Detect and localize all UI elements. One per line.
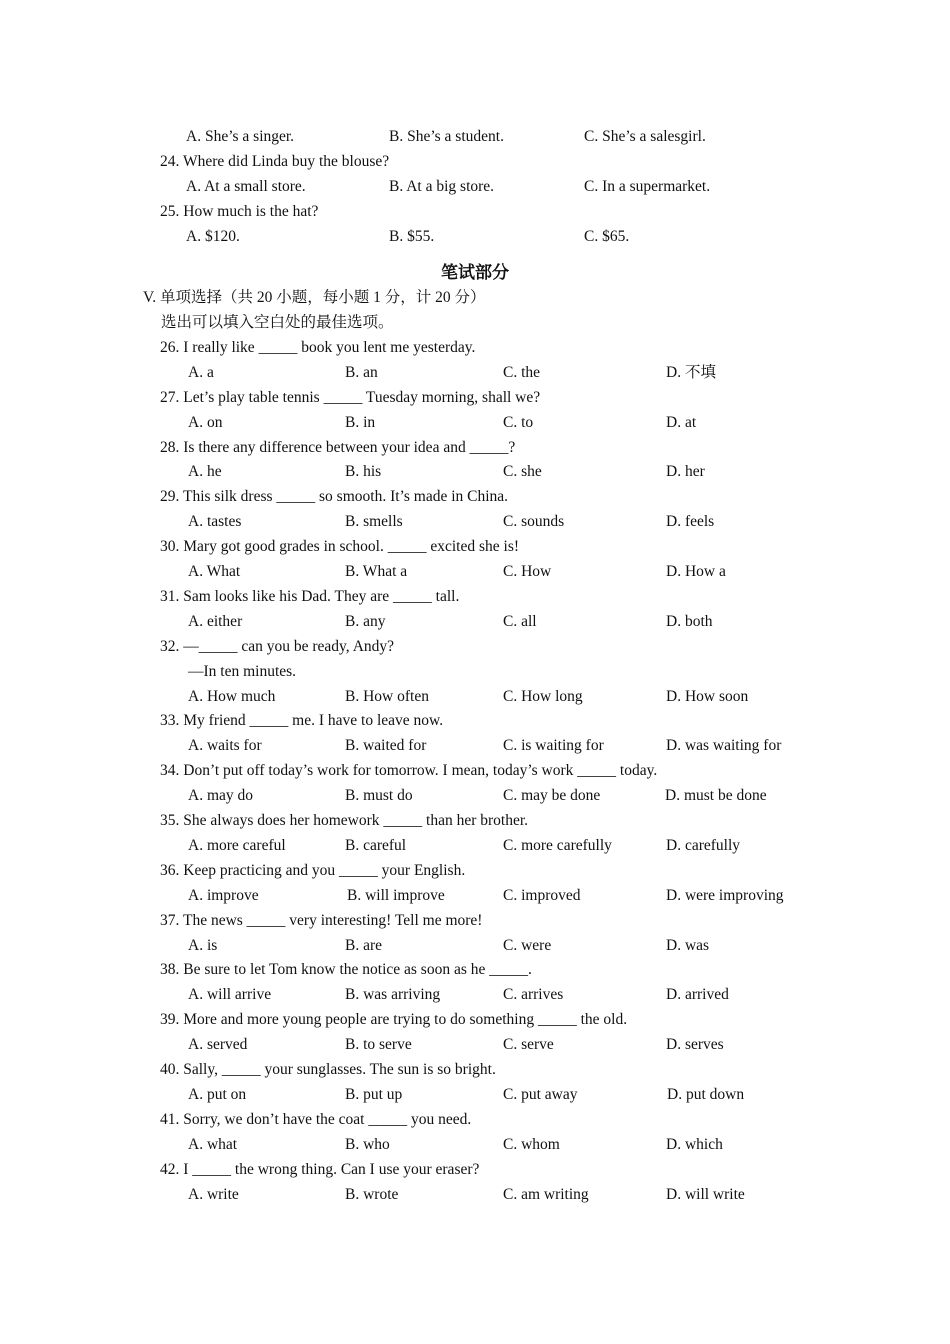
question-31-option-b: B. any <box>345 613 386 630</box>
question-40-option-c: C. put away <box>503 1086 578 1103</box>
q24-option-a: A. At a small store. <box>186 178 306 195</box>
question-39-option-c: C. serve <box>503 1036 554 1053</box>
q24-option-c: C. In a supermarket. <box>584 178 711 195</box>
question-32-option-d: D. How soon <box>666 688 749 705</box>
question-32-option-a: A. How much <box>188 688 276 705</box>
question-38-option-d: D. arrived <box>666 986 729 1003</box>
question-37-stem: 37. The news _____ very interesting! Tell me more! <box>160 912 483 929</box>
question-36-option-c: C. improved <box>503 887 581 904</box>
question-32-answer-line: —In ten minutes. <box>188 663 297 680</box>
question-35-option-c: C. more carefully <box>503 837 612 854</box>
question-34-option-a: A. may do <box>188 787 254 804</box>
question-28-option-b: B. his <box>345 463 382 480</box>
question-38-option-c: C. arrives <box>503 986 564 1003</box>
question-34-stem: 34. Don’t put off today’s work for tomorrow. I mean, today’s work _____ today. <box>160 762 658 779</box>
question-41-option-b: B. who <box>345 1136 390 1153</box>
question-28-option-d: D. her <box>666 463 705 480</box>
question-35-stem: 35. She always does her homework _____ than her brother. <box>160 812 529 829</box>
question-28-option-c: C. she <box>503 463 542 480</box>
question-26-stem: 26. I really like _____ book you lent me yesterday. <box>160 339 476 356</box>
q25-option-c: C. $65. <box>584 228 630 245</box>
question-42-option-d: D. will write <box>666 1186 745 1203</box>
question-34-option-d: D. must be done <box>665 787 767 804</box>
question-30-option-d: D. How a <box>666 563 726 580</box>
q23-option-a: A. She’s a singer. <box>186 128 295 145</box>
question-27-stem: 27. Let’s play table tennis _____ Tuesday morning, shall we? <box>160 389 541 406</box>
question-39-option-d: D. serves <box>666 1036 724 1053</box>
question-33-option-a: A. waits for <box>188 737 262 754</box>
question-32-stem: 32. —_____ can you be ready, Andy? <box>160 638 395 655</box>
question-27-option-a: A. on <box>188 414 223 431</box>
question-34-option-b: B. must do <box>345 787 413 804</box>
written-part-title: 笔试部分 <box>441 263 509 282</box>
question-40-option-a: A. put on <box>188 1086 247 1103</box>
question-26-option-d: D. 不填 <box>666 364 716 381</box>
question-29-option-c: C. sounds <box>503 513 565 530</box>
question-42-option-c: C. am writing <box>503 1186 589 1203</box>
q23-option-c: C. She’s a salesgirl. <box>584 128 706 145</box>
question-27-option-b: B. in <box>345 414 376 431</box>
question-37-option-c: C. were <box>503 937 552 954</box>
q23-option-b: B. She’s a student. <box>389 128 504 145</box>
question-31-option-c: C. all <box>503 613 537 630</box>
question-36-option-a: A. improve <box>188 887 259 904</box>
question-32-option-b: B. How often <box>345 688 429 705</box>
question-35-option-d: D. carefully <box>666 837 741 854</box>
question-41-option-c: C. whom <box>503 1136 560 1153</box>
question-30-option-b: B. What a <box>345 563 408 580</box>
question-36-stem: 36. Keep practicing and you _____ your English. <box>160 862 466 879</box>
question-28-option-a: A. he <box>188 463 222 480</box>
question-35-option-a: A. more careful <box>188 837 286 854</box>
question-41-stem: 41. Sorry, we don’t have the coat _____ you need. <box>160 1111 472 1128</box>
question-27-option-c: C. to <box>503 414 534 431</box>
question-35-option-b: B. careful <box>345 837 407 854</box>
question-40-option-d: D. put down <box>667 1086 745 1103</box>
question-30-option-c: C. How <box>503 563 552 580</box>
question-37-option-d: D. was <box>666 937 710 954</box>
question-31-option-a: A. either <box>188 613 243 630</box>
q24-option-b: B. At a big store. <box>389 178 495 195</box>
question-39-stem: 39. More and more young people are trying to do something _____ the old. <box>160 1011 628 1028</box>
question-42-option-b: B. wrote <box>345 1186 399 1203</box>
question-36-option-b: B. will improve <box>347 887 445 904</box>
question-38-option-b: B. was arriving <box>345 986 441 1003</box>
question-37-option-b: B. are <box>345 937 383 954</box>
question-34-option-c: C. may be done <box>503 787 601 804</box>
question-39-option-b: B. to serve <box>345 1036 412 1053</box>
question-37-option-a: A. is <box>188 937 218 954</box>
question-42-stem: 42. I _____ the wrong thing. Can I use your eraser? <box>160 1161 480 1178</box>
section-title: V. 单项选择（共 20 小题，每小题 1 分，计 20 分） <box>143 289 486 306</box>
question-40-stem: 40. Sally, _____ your sunglasses. The sun is so bright. <box>160 1061 496 1078</box>
question-30-stem: 30. Mary got good grades in school. _____ excited she is! <box>160 538 520 555</box>
q25-stem: 25. How much is the hat? <box>160 203 319 220</box>
question-29-option-b: B. smells <box>345 513 403 530</box>
question-33-option-d: D. was waiting for <box>666 737 782 754</box>
question-39-option-a: A. served <box>188 1036 248 1053</box>
question-29-option-d: D. feels <box>666 513 715 530</box>
question-33-option-c: C. is waiting for <box>503 737 604 754</box>
question-29-stem: 29. This silk dress _____ so smooth. It’s made in China. <box>160 488 509 505</box>
q25-option-a: A. $120. <box>186 228 240 245</box>
question-41-option-d: D. which <box>666 1136 723 1153</box>
q24-stem: 24. Where did Linda buy the blouse? <box>160 153 390 170</box>
question-30-option-a: A. What <box>188 563 241 580</box>
question-31-option-d: D. both <box>666 613 713 630</box>
question-29-option-a: A. tastes <box>188 513 242 530</box>
question-26-option-a: A. a <box>188 364 214 381</box>
question-33-stem: 33. My friend _____ me. I have to leave now. <box>160 712 444 729</box>
question-27-option-d: D. at <box>666 414 697 431</box>
question-33-option-b: B. waited for <box>345 737 427 754</box>
question-28-stem: 28. Is there any difference between your idea and _____? <box>160 439 516 456</box>
q25-option-b: B. $55. <box>389 228 435 245</box>
question-41-option-a: A. what <box>188 1136 238 1153</box>
question-42-option-a: A. write <box>188 1186 239 1203</box>
question-36-option-d: D. were improving <box>666 887 784 904</box>
question-38-stem: 38. Be sure to let Tom know the notice as soon as he _____. <box>160 961 532 978</box>
question-32-option-c: C. How long <box>503 688 583 705</box>
question-26-option-c: C. the <box>503 364 541 381</box>
question-38-option-a: A. will arrive <box>188 986 272 1003</box>
question-26-option-b: B. an <box>345 364 378 381</box>
section-instruction: 选出可以填入空白处的最佳选项。 <box>161 314 394 331</box>
question-40-option-b: B. put up <box>345 1086 403 1103</box>
question-31-stem: 31. Sam looks like his Dad. They are _____ tall. <box>160 588 460 605</box>
